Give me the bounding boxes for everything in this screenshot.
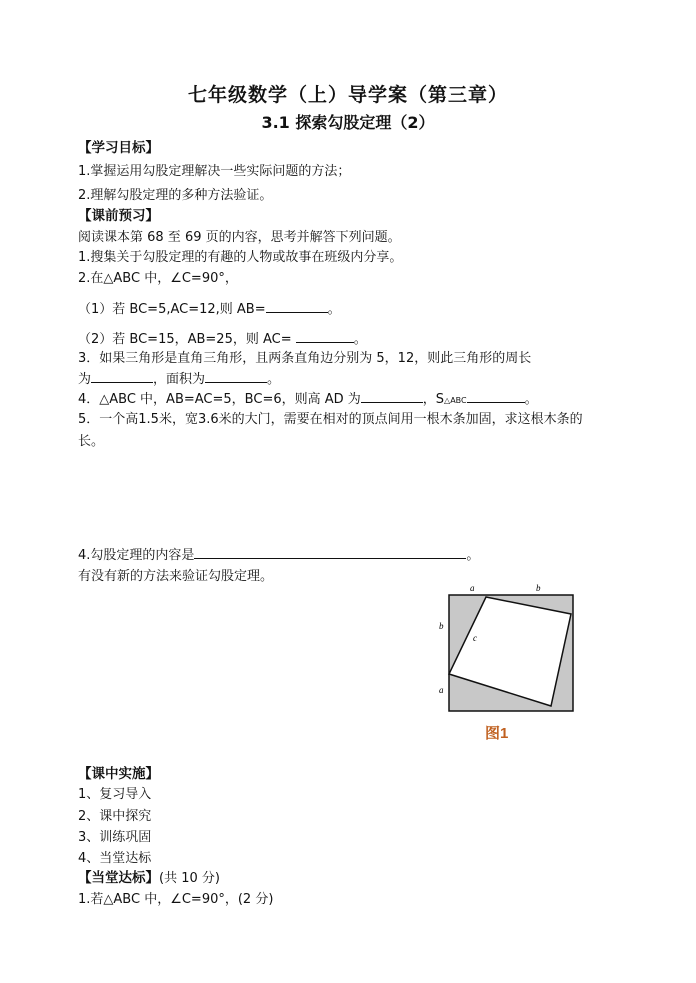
question-3-end: 。 bbox=[267, 372, 281, 387]
question-new-method: 有没有新的方法来验证勾股定理。 bbox=[78, 569, 274, 584]
figure-label-b-top: b bbox=[536, 583, 541, 593]
question-2a-text: （1）若 BC=5,AC=12,则 AB= bbox=[78, 302, 266, 317]
answer-blank-theorem[interactable] bbox=[194, 546, 466, 559]
answer-blank-perimeter[interactable] bbox=[91, 370, 153, 383]
question-4-s: ，S bbox=[422, 392, 445, 407]
assessment-heading-row bbox=[78, 866, 220, 886]
question-2: 2.在△ABC 中，∠C=90°， bbox=[78, 271, 238, 286]
question-4 bbox=[78, 388, 538, 407]
in-class-item-2: 2、课中探究 bbox=[78, 809, 152, 824]
question-3-line2 bbox=[78, 368, 280, 387]
question-4-subscript: △ABC bbox=[444, 396, 467, 405]
assessment-score: (共 10 分) bbox=[159, 871, 220, 886]
question-pythagorean-content bbox=[78, 544, 479, 563]
answer-blank-area[interactable] bbox=[205, 370, 267, 383]
objectives-heading: 【学习目标】 bbox=[78, 140, 159, 156]
figure-label-c: c bbox=[473, 633, 477, 643]
question-5-line2: 长。 bbox=[78, 434, 105, 449]
in-class-item-4: 4、当堂达标 bbox=[78, 851, 152, 866]
question-4-text: 4．△ABC 中，AB=AC=5，BC=6，则高 AD 为 bbox=[78, 392, 361, 407]
preview-intro: 阅读课本第 68 至 69 页的内容，思考并解答下列问题。 bbox=[78, 230, 401, 245]
question-2b-end: 。 bbox=[353, 332, 367, 347]
in-class-heading: 【课中实施】 bbox=[78, 766, 159, 782]
in-class-item-3: 3、训练巩固 bbox=[78, 830, 152, 845]
answer-blank-area-abc[interactable] bbox=[467, 390, 525, 403]
section-title: 3.1 探索勾股定理（2） bbox=[261, 113, 435, 132]
figure-label-a-top: a bbox=[470, 583, 475, 593]
figure-pythagorean-square bbox=[430, 580, 590, 715]
answer-blank-ab[interactable] bbox=[266, 300, 328, 313]
question-3-line1: 3．如果三角形是直角三角形，且两条直角边分别为 5，12，则此三角形的周长 bbox=[78, 351, 532, 366]
question-pythagorean-end: 。 bbox=[466, 548, 480, 563]
preview-heading: 【课前预习】 bbox=[78, 208, 159, 224]
objective-item-1: 1.掌握运用勾股定理解决一些实际问题的方法； bbox=[78, 164, 351, 179]
question-pythagorean-text: 4.勾股定理的内容是 bbox=[78, 548, 195, 563]
question-2b-text: （2）若 BC=15，AB=25，则 AC= bbox=[78, 332, 296, 347]
assessment-question-1: 1.若△ABC 中，∠C=90°，(2 分) bbox=[78, 892, 274, 907]
objective-item-2: 2.理解勾股定理的多种方法验证。 bbox=[78, 188, 273, 203]
assessment-heading: 【当堂达标】 bbox=[78, 870, 159, 886]
figure-label-b-left: b bbox=[439, 621, 444, 631]
figure-caption: 图1 bbox=[485, 725, 509, 742]
question-4-end: 。 bbox=[524, 392, 538, 407]
answer-blank-ad[interactable] bbox=[361, 390, 423, 403]
question-5-line1: 5．一个高1.5米，宽3.6米的大门，需要在相对的顶点间用一根木条加固，求这根木条的 bbox=[78, 412, 583, 427]
figure-label-a-left: a bbox=[439, 685, 444, 695]
question-3-area-label: ，面积为 bbox=[153, 372, 206, 387]
in-class-item-1: 1、复习导入 bbox=[78, 787, 152, 802]
question-2b bbox=[78, 328, 367, 347]
question-1: 1.搜集关于勾股定理的有趣的人物或故事在班级内分享。 bbox=[78, 250, 403, 265]
question-3-for: 为 bbox=[78, 372, 92, 387]
page-title: 七年级数学（上）导学案（第三章） bbox=[187, 84, 508, 106]
question-2a bbox=[78, 298, 341, 317]
answer-blank-ac[interactable] bbox=[296, 330, 354, 343]
question-2a-end: 。 bbox=[327, 302, 341, 317]
